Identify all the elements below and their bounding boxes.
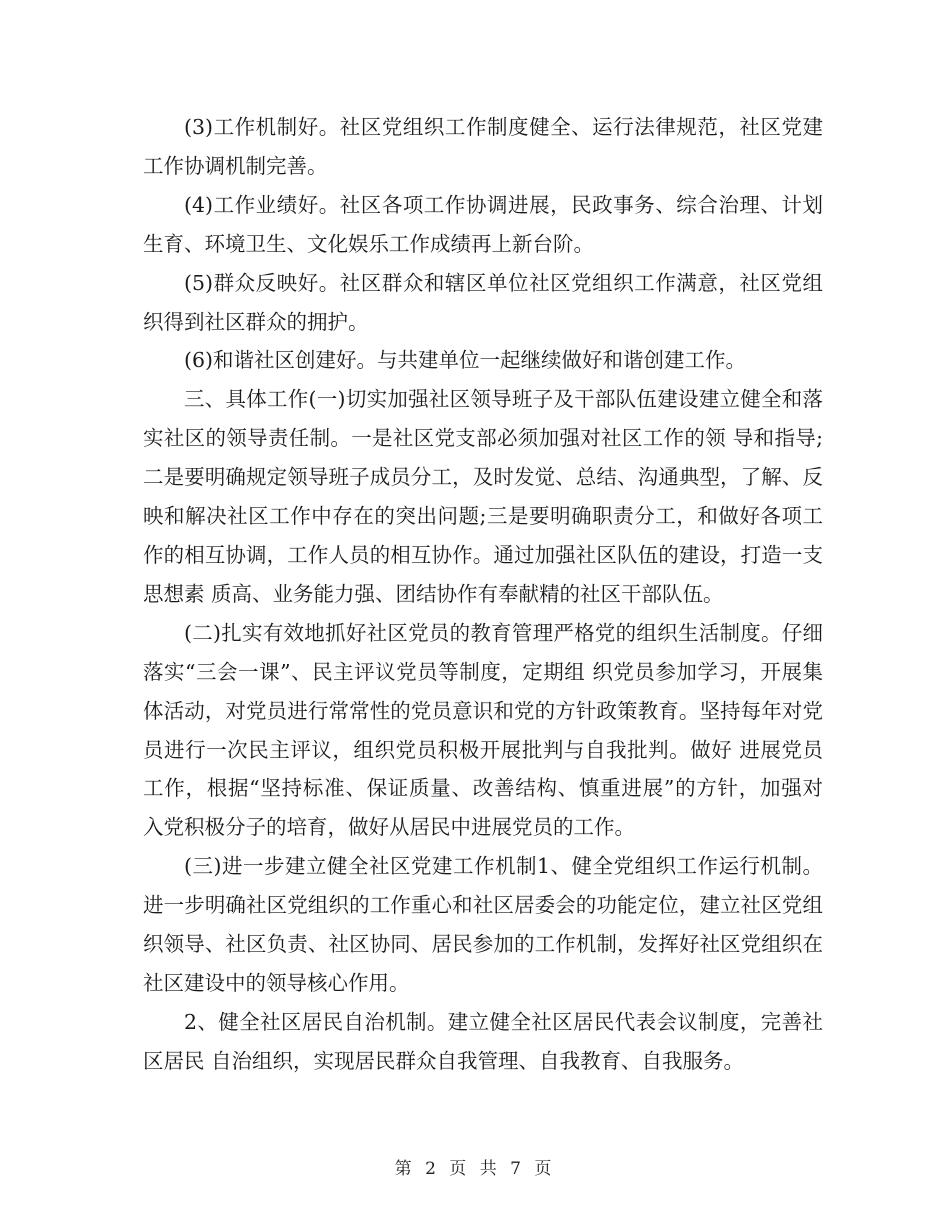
paragraph-resident-autonomy: 2、健全社区居民自治机制。建立健全社区居民代表会议制度，完善社区居民 自治组织，实现居民群众自我管理、自我教育、自我服务。 <box>143 1009 823 1073</box>
paragraph-harmonious-community: (6)和谐社区创建好。与共建单位一起继续做好和谐创建工作。 <box>184 348 747 373</box>
page-number-footer: 第 2 页 共 7 页 <box>394 1159 556 1179</box>
paragraph-specific-work-1: 三、具体工作(一)切实加强社区领导班子及干部队伍建设建立健全和落实社区的领导责任制。一是社区党支部必须加强对社区工作的领 导和指导;二是要明确规定领导班子成员分工，及时发觉、总结、沟通典型，了解、反映和解决社区工作中存在的突出问题;三是要明确职责分工，和做好各项工 作的相互协调，工作人员的相互协作。通过加强社区队伍的建设，打造一支思想素 质高、业务能力强、团结协作有奉献精的社区干部队伍。 <box>143 387 823 606</box>
document-body <box>143 108 823 1081</box>
paragraph-work-mechanism: (3)工作机制好。社区党组织工作制度健全、运行法律规范，社区党建工作协调机制完善。 <box>143 115 823 178</box>
paragraph-specific-work-2: (二)扎实有效地抓好社区党员的教育管理严格党的组织生活制度。仔细落实“三会一课”、民主评议党员等制度，定期组 织党员参加学习，开展集体活动，对党员进行常常性的党员意识和党的方针政策教育。坚持每年对党员进行一次民主评议，组织党员积极开展批判与自我批判。做好 进展党员工作，根据“坚持标准、保证质量、改善结构、慎重进展”的方针，加强对 入党积极分子的培育，做好从居民中进展党员的工作。 <box>143 620 823 840</box>
paragraph-public-feedback: (5)群众反映好。社区群众和辖区单位社区党组织工作满意，社区党组织得到社区群众的拥护。 <box>143 270 823 334</box>
paragraph-work-performance: (4)工作业绩好。社区各项工作协调进展，民政事务、综合治理、计划生育、环境卫生、文化娱乐工作成绩再上新台阶。 <box>143 192 823 256</box>
paragraph-specific-work-3: (三)进一步建立健全社区党建工作机制1、健全党组织工作运行机制。进一步明确社区党组织的工作重心和社区居委会的功能定位，建立社区党组织领导、社区负责、社区协同、居民参加的工作机制，发挥好社区党组织在社区建设中的领导核心作用。 <box>143 854 823 995</box>
